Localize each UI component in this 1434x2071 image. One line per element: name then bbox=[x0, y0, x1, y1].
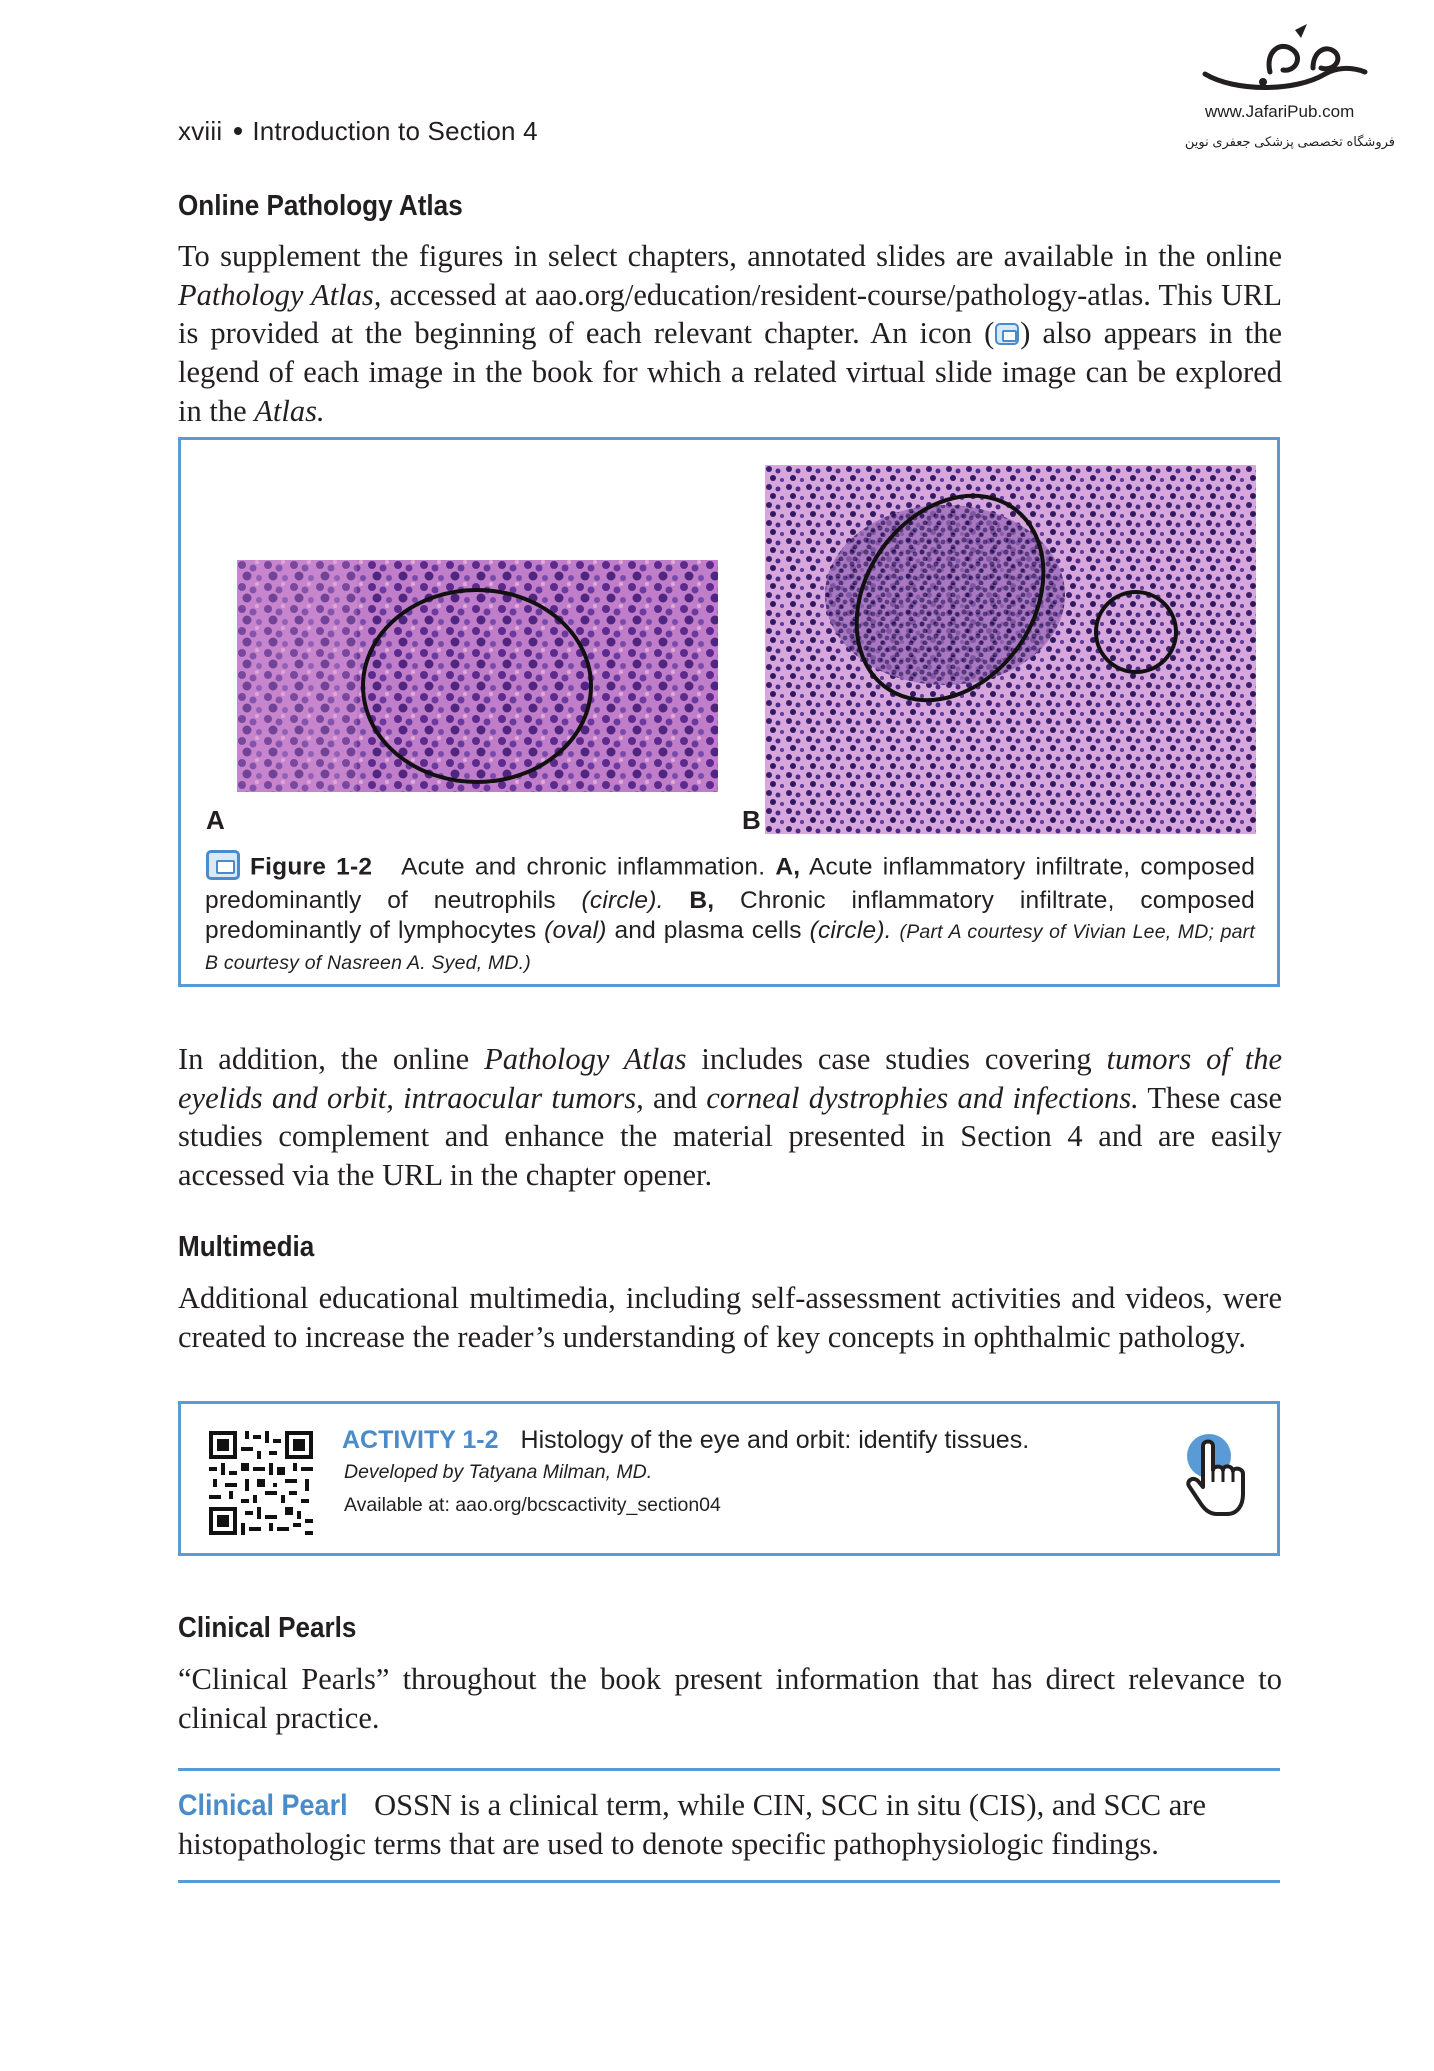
addition-text: includes case studies covering bbox=[686, 1042, 1107, 1076]
section-heading-multimedia: Multimedia bbox=[178, 1231, 315, 1263]
activity-url[interactable]: Available at: aao.org/bcscactivity_section04 bbox=[344, 1494, 721, 1516]
activity-label: ACTIVITY 1-2 bbox=[342, 1426, 499, 1454]
multimedia-paragraph: Additional educational multimedia, including self-assessment activities and videos, were created to increase the reader’s understanding of key concepts in ophthalmic pathology. bbox=[178, 1281, 1282, 1354]
activity-title bbox=[342, 1426, 1029, 1455]
caption-text: Acute inflammatory infiltrate, composed predominantly of neutrophils bbox=[205, 853, 1256, 914]
caption-italic: (circle). bbox=[809, 917, 892, 944]
page-numeral: xviii bbox=[178, 116, 223, 146]
caption-text: and plasma cells bbox=[606, 917, 810, 944]
caption-italic: (circle). bbox=[581, 887, 664, 914]
section-heading-clinical-pearls: Clinical Pearls bbox=[178, 1612, 357, 1644]
addition-paragraph bbox=[178, 1040, 1282, 1195]
addition-italic: Pathology Atlas bbox=[484, 1042, 687, 1076]
publisher-logo bbox=[1175, 22, 1395, 162]
atlas-text: accessed at aao.org/education/resident-course/pathology-atlas. This URL is provided at the beginning of each relevant chapter. An icon ( bbox=[178, 277, 1282, 351]
clinical-pearl-text: OSSN is a clinical term, while CIN, SCC in situ (CIS), and SCC are histopathologic terms that are used to denote specific pathophysiologic findings. bbox=[178, 1788, 1206, 1861]
logo-tagline: فروشگاه تخصصی پزشکی جعفری نوین bbox=[1184, 134, 1395, 149]
calligraphy-logo-icon bbox=[1175, 22, 1395, 102]
section-heading-online-pathology-atlas: Online Pathology Atlas bbox=[178, 190, 463, 222]
logo-url: www.JafariPub.com bbox=[1205, 102, 1355, 121]
caption-italic: (oval) bbox=[544, 917, 607, 944]
atlas-paragraph bbox=[178, 237, 1282, 431]
hand-pointer-icon[interactable] bbox=[1183, 1432, 1255, 1520]
caption-text: Chronic inflammatory infiltrate, composed predominantly of lymphocytes bbox=[205, 887, 1255, 944]
activity-title-text: Histology of the eye and orbit: identify tissues. bbox=[520, 1426, 1030, 1454]
panel-label-a: A bbox=[206, 805, 225, 835]
section-title: Introduction to Section 4 bbox=[252, 116, 538, 146]
figure-credit: (Part A courtesy of Vivian Lee, MD; part B courtesy of Nasreen A. Syed, MD.) bbox=[205, 921, 1255, 974]
addition-text: and bbox=[643, 1080, 707, 1115]
figure-number: Figure 1-2 bbox=[250, 853, 373, 881]
activity-box bbox=[178, 1401, 1280, 1556]
atlas-slide-icon bbox=[995, 323, 1019, 345]
addition-text: In addition, the online bbox=[178, 1042, 485, 1076]
panel-label-b: B bbox=[742, 805, 761, 835]
clinical-pearl-box bbox=[178, 1768, 1280, 1883]
addition-italic: tumors of the eyelids and orbit, intraocular tumors, bbox=[178, 1042, 1282, 1115]
atlas-text: To supplement the figures in select chapters, annotated slides are available in the online bbox=[178, 239, 1282, 273]
caption-a-label: A, bbox=[775, 853, 801, 881]
bullet-separator bbox=[234, 127, 242, 135]
qr-code-icon[interactable] bbox=[209, 1431, 313, 1535]
activity-developer: Developed by Tatyana Milman, MD. bbox=[344, 1461, 653, 1483]
figure-1-2 bbox=[178, 437, 1280, 987]
atlas-title-italic: Pathology Atlas, bbox=[178, 277, 382, 312]
clinical-pearls-paragraph: “Clinical Pearls” throughout the book present information that has direct relevance to clinical practice. bbox=[178, 1662, 1282, 1735]
atlas-title-italic: Atlas. bbox=[254, 393, 325, 428]
clinical-pearl-paragraph bbox=[178, 1786, 1282, 1864]
figure-caption bbox=[205, 850, 1255, 978]
addition-text: These case studies complement and enhance the material presented in Section 4 and are easily accessed via the URL in the chapter opener. bbox=[178, 1080, 1282, 1193]
atlas-text: ) also appears in the legend of each image in the book for which a related virtual slide image can be explored in the bbox=[178, 316, 1282, 428]
micrograph-b bbox=[765, 465, 1256, 834]
atlas-slide-icon bbox=[206, 850, 240, 880]
clinical-pearl-label: Clinical Pearl bbox=[178, 1789, 348, 1822]
caption-b-label: B, bbox=[689, 887, 715, 914]
addition-italic: corneal dystrophies and infections. bbox=[706, 1080, 1139, 1115]
micrograph-a bbox=[237, 560, 718, 792]
running-head bbox=[178, 116, 538, 147]
figure-title: Acute and chronic inflammation. bbox=[401, 853, 766, 881]
